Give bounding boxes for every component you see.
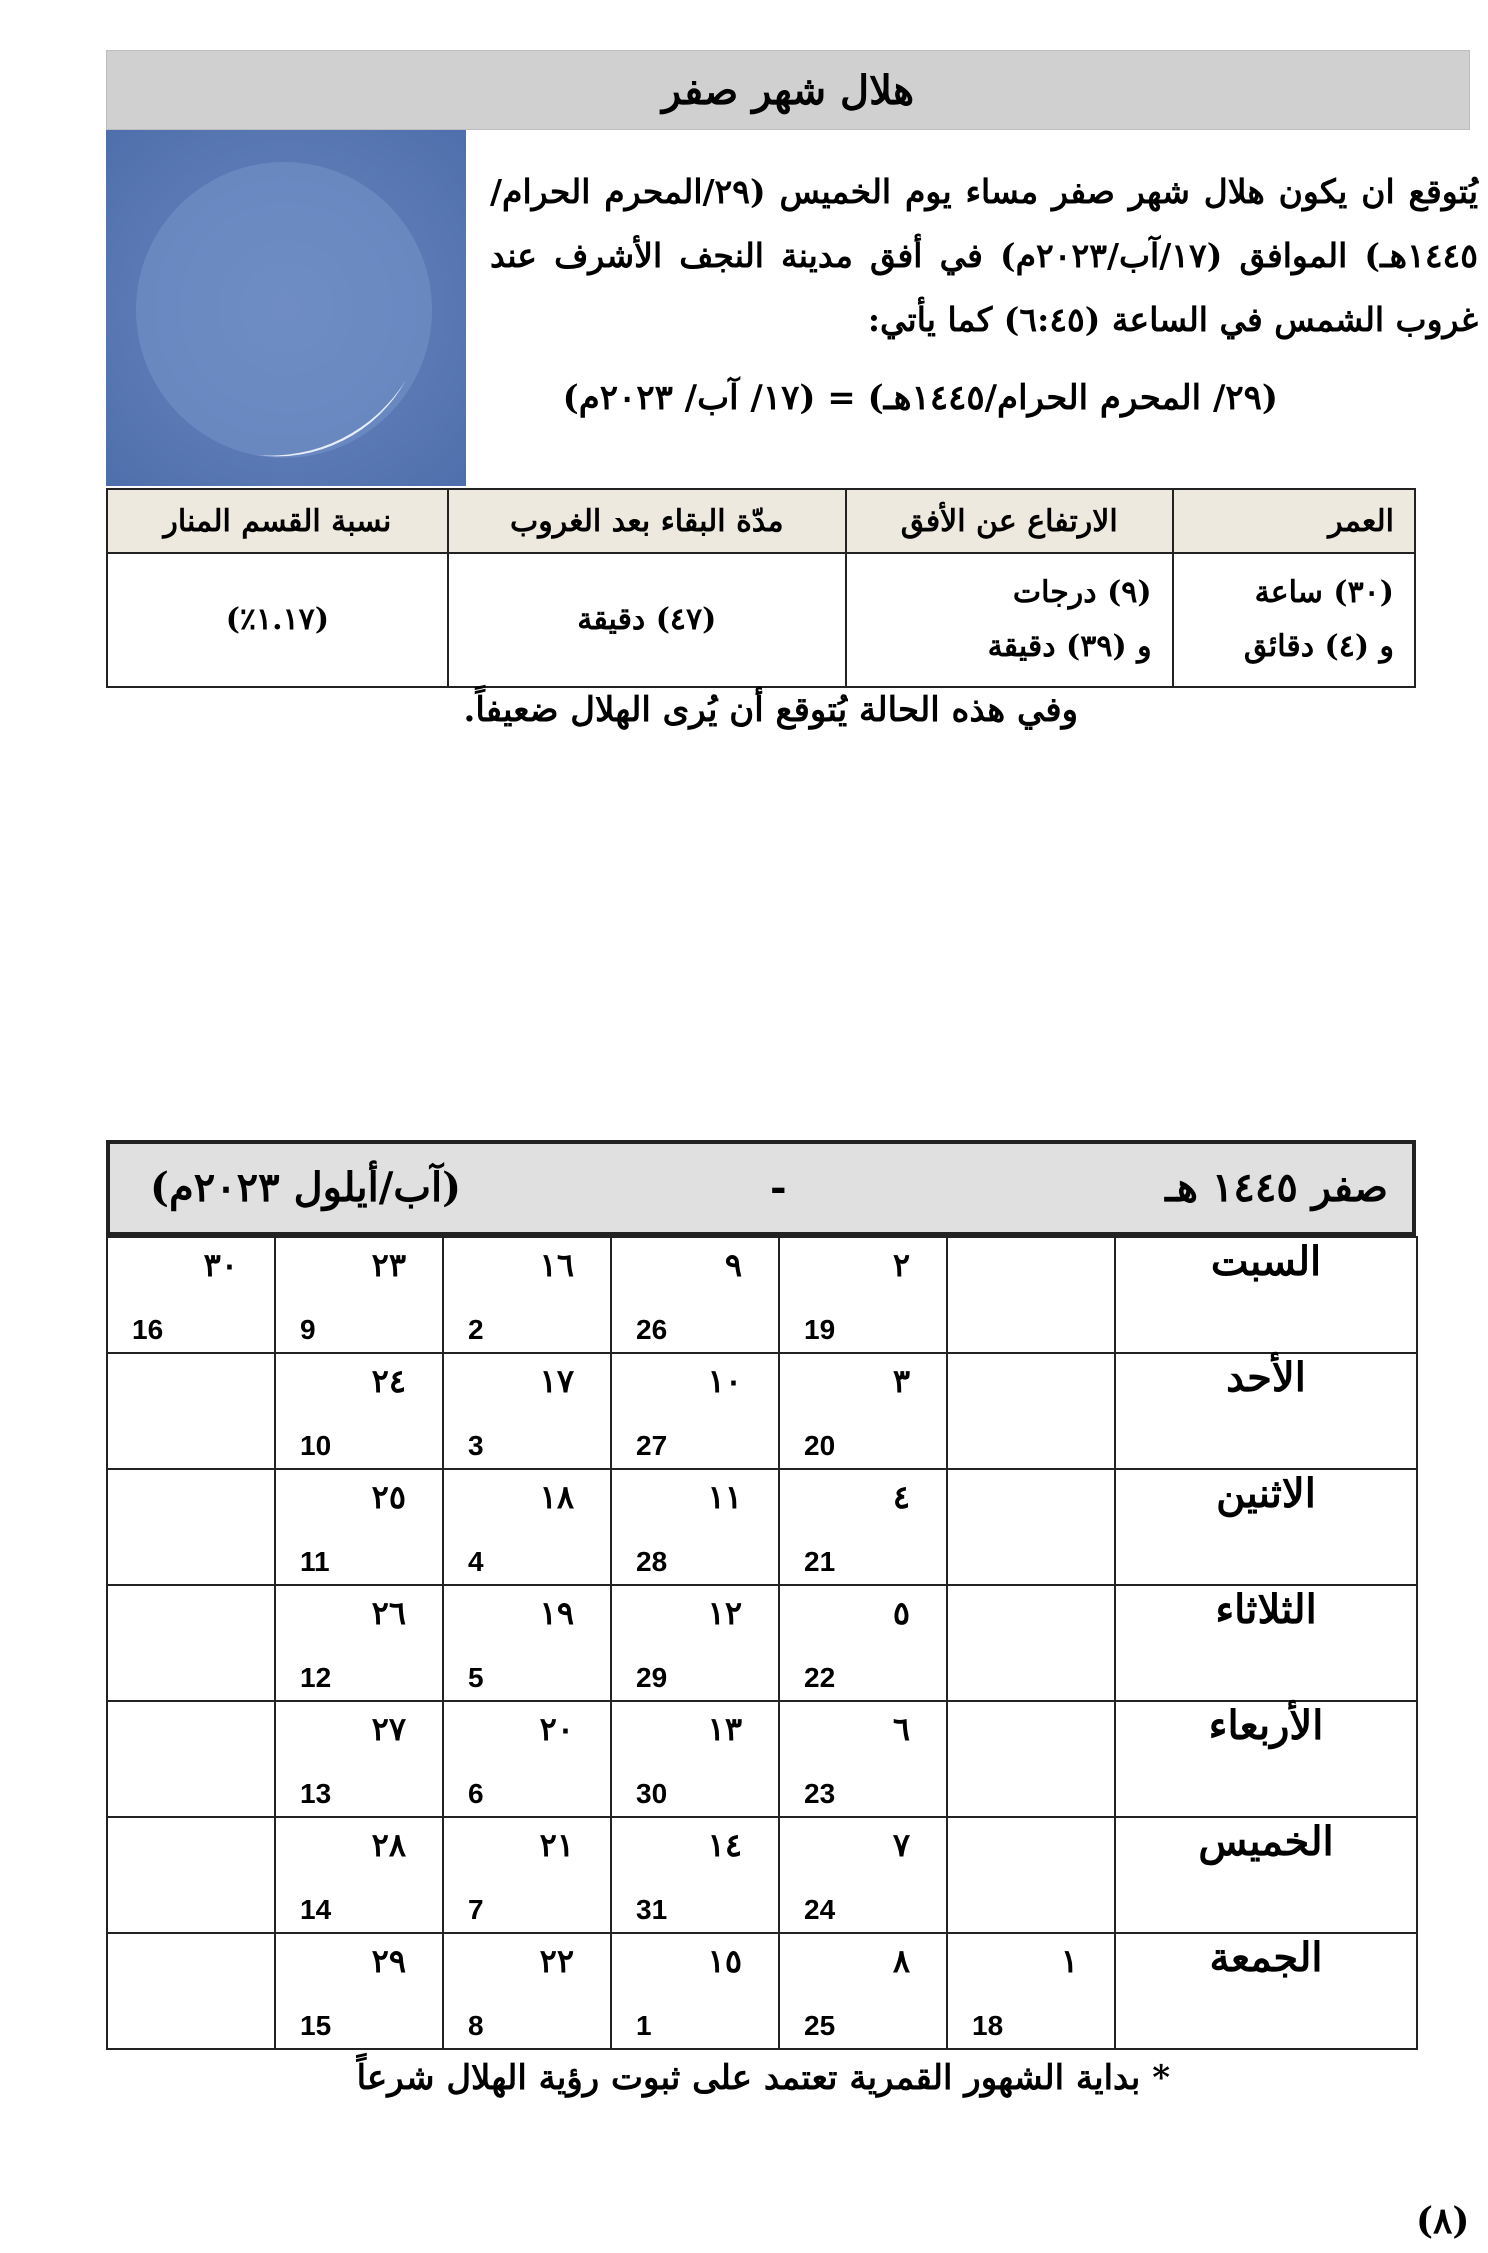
calendar-gregorian-months: (آب/أيلول ٢٠٢٣م) xyxy=(150,1164,462,1211)
calendar-cell xyxy=(779,1469,947,1585)
gregorian-day-number: 3 xyxy=(468,1430,484,1461)
cell-duration: (٤٧) دقيقة xyxy=(448,553,846,687)
calendar-cell xyxy=(779,1817,947,1933)
calendar-row xyxy=(107,1469,1417,1585)
calendar-cell xyxy=(275,1933,443,2049)
gregorian-day-number: 28 xyxy=(636,1546,668,1577)
hijri-day-number: ١٨ xyxy=(539,1478,574,1516)
crescent-moon-image xyxy=(106,130,466,486)
calendar-hijri-month: صفر ١٤٤٥ هـ xyxy=(1165,1164,1388,1211)
weekday-name: الاثنين xyxy=(1115,1469,1417,1585)
age-minutes: و (٤) دقائق xyxy=(1243,629,1394,664)
hijri-day-number: ٤ xyxy=(892,1478,910,1516)
calendar-cell xyxy=(107,1701,275,1817)
calendar-grid xyxy=(106,1236,1418,2050)
calendar-cell xyxy=(947,1701,1115,1817)
hijri-day-number: ٢٩ xyxy=(371,1942,406,1980)
hijri-day-number: ٣ xyxy=(892,1362,910,1400)
calendar-cell xyxy=(275,1353,443,1469)
hijri-day-number: ٢٢ xyxy=(539,1942,574,1980)
visibility-note: وفي هذه الحالة يُتوقع أن يُرى الهلال ضعيفاً. xyxy=(463,690,1078,730)
gregorian-day-number: 14 xyxy=(300,1894,332,1925)
calendar-cell xyxy=(611,1817,779,1933)
gregorian-day-number: 18 xyxy=(972,2010,1004,2041)
altitude-degrees: (٩) درجات xyxy=(1012,575,1152,610)
weekday-name: السبت xyxy=(1115,1237,1417,1353)
calendar-cell xyxy=(779,1353,947,1469)
hijri-day-number: ٢٤ xyxy=(371,1362,406,1400)
gregorian-day-number: 10 xyxy=(300,1430,332,1461)
weekday-name: الأحد xyxy=(1115,1353,1417,1469)
calendar-cell xyxy=(779,1237,947,1353)
hijri-day-number: ١٦ xyxy=(539,1246,574,1284)
hijri-day-number: ١٤ xyxy=(707,1826,742,1864)
gregorian-day-number: 8 xyxy=(468,2010,484,2041)
calendar-cell xyxy=(611,1469,779,1585)
cell-age xyxy=(1173,553,1415,687)
calendar-cell xyxy=(107,1237,275,1353)
gregorian-day-number: 16 xyxy=(132,1314,164,1345)
date-equation: (٢٩/ المحرم الحرام/١٤٤٥هـ) = (١٧/ آب/ ٢٠٢٣م) xyxy=(562,378,1278,418)
calendar-cell xyxy=(107,1817,275,1933)
calendar-cell xyxy=(611,1701,779,1817)
page-title: هلال شهر صفر xyxy=(106,50,1470,130)
calendar-row xyxy=(107,1353,1417,1469)
calendar-cell xyxy=(779,1701,947,1817)
hijri-day-number: ٢ xyxy=(892,1246,910,1284)
calendar-cell xyxy=(107,1469,275,1585)
calendar-cell xyxy=(275,1817,443,1933)
calendar-separator: - xyxy=(770,1164,787,1211)
gregorian-day-number: 1 xyxy=(636,2010,652,2041)
calendar-header xyxy=(106,1140,1416,1236)
hijri-day-number: ٢٣ xyxy=(371,1246,406,1284)
weekday-name: الثلاثاء xyxy=(1115,1585,1417,1701)
calendar-cell xyxy=(275,1469,443,1585)
hijri-day-number: ٧ xyxy=(892,1826,910,1864)
hijri-day-number: ١ xyxy=(1060,1942,1078,1980)
calendar-row xyxy=(107,1585,1417,1701)
calendar-cell xyxy=(443,1701,611,1817)
gregorian-day-number: 24 xyxy=(804,1894,836,1925)
header-altitude: الارتفاع عن الأفق xyxy=(846,489,1173,553)
gregorian-day-number: 6 xyxy=(468,1778,484,1809)
gregorian-day-number: 27 xyxy=(636,1430,668,1461)
calendar-cell xyxy=(443,1469,611,1585)
gregorian-day-number: 30 xyxy=(636,1778,668,1809)
calendar-cell xyxy=(611,1237,779,1353)
cell-altitude xyxy=(846,553,1173,687)
gregorian-day-number: 5 xyxy=(468,1662,484,1693)
calendar-cell xyxy=(443,1585,611,1701)
calendar-cell xyxy=(443,1353,611,1469)
calendar-row xyxy=(107,1701,1417,1817)
age-hours: (٣٠) ساعة xyxy=(1254,575,1394,610)
hijri-day-number: ٢٨ xyxy=(371,1826,406,1864)
hijri-day-number: ٢٠ xyxy=(539,1710,574,1748)
weekday-name: الخميس xyxy=(1115,1817,1417,1933)
hijri-day-number: ١٧ xyxy=(539,1362,574,1400)
hijri-day-number: ١٢ xyxy=(707,1594,742,1632)
calendar-cell xyxy=(107,1585,275,1701)
calendar-cell xyxy=(611,1933,779,2049)
intro-paragraph: يُتوقع ان يكون هلال شهر صفر مساء يوم الخميس (٢٩/المحرم الحرام/ ١٤٤٥هـ) الموافق (١٧/آب/٢٠٢٣م) في أفق مدينة النجف الأشرف عند غروب الشمس في الساعة (٦:٤٥) كما يأتي: xyxy=(490,172,1478,339)
hijri-day-number: ٥ xyxy=(892,1594,910,1632)
header-age: العمر xyxy=(1173,489,1415,553)
gregorian-day-number: 23 xyxy=(804,1778,836,1809)
calendar-cell xyxy=(107,1353,275,1469)
calendar-cell xyxy=(275,1585,443,1701)
footnote: * بداية الشهور القمرية تعتمد على ثبوت رؤية الهلال شرعاً xyxy=(356,2058,1170,2098)
gregorian-day-number: 4 xyxy=(468,1546,484,1577)
hijri-day-number: ٢٦ xyxy=(371,1594,406,1632)
moon-data-table xyxy=(106,488,1416,688)
gregorian-day-number: 19 xyxy=(804,1314,836,1345)
calendar-cell xyxy=(275,1701,443,1817)
gregorian-day-number: 26 xyxy=(636,1314,668,1345)
calendar-row xyxy=(107,1237,1417,1353)
weekday-name: الأربعاء xyxy=(1115,1701,1417,1817)
header-illumination: نسبة القسم المنار xyxy=(107,489,448,553)
calendar-cell xyxy=(947,1353,1115,1469)
hijri-day-number: ٦ xyxy=(892,1710,910,1748)
gregorian-day-number: 11 xyxy=(300,1546,330,1577)
calendar-cell xyxy=(779,1585,947,1701)
calendar-cell xyxy=(443,1237,611,1353)
gregorian-day-number: 15 xyxy=(300,2010,332,2041)
gregorian-day-number: 22 xyxy=(804,1662,836,1693)
hijri-day-number: ١١ xyxy=(707,1478,742,1516)
gregorian-day-number: 9 xyxy=(300,1314,316,1345)
hijri-day-number: ٢٥ xyxy=(371,1478,406,1516)
calendar-cell xyxy=(275,1237,443,1353)
cell-illumination: (١.١٧٪) xyxy=(107,553,448,687)
header-duration: مدّة البقاء بعد الغروب xyxy=(448,489,846,553)
gregorian-day-number: 20 xyxy=(804,1430,836,1461)
moon-table-data-row xyxy=(107,553,1415,687)
hijri-day-number: ٣٠ xyxy=(203,1246,238,1284)
hijri-day-number: ١٥ xyxy=(707,1942,742,1980)
hijri-day-number: ٨ xyxy=(892,1942,910,1980)
weekday-name: الجمعة xyxy=(1115,1933,1417,2049)
hijri-day-number: ١٣ xyxy=(707,1710,742,1748)
gregorian-day-number: 29 xyxy=(636,1662,668,1693)
gregorian-day-number: 31 xyxy=(636,1894,668,1925)
calendar-cell xyxy=(947,1585,1115,1701)
hijri-day-number: ٢٧ xyxy=(371,1710,406,1748)
calendar-row xyxy=(107,1817,1417,1933)
calendar-cell xyxy=(107,1933,275,2049)
calendar-cell xyxy=(947,1469,1115,1585)
gregorian-day-number: 2 xyxy=(468,1314,484,1345)
calendar-cell xyxy=(611,1353,779,1469)
altitude-minutes: و (٣٩) دقيقة xyxy=(987,629,1152,664)
calendar-cell xyxy=(947,1237,1115,1353)
gregorian-day-number: 7 xyxy=(468,1894,484,1925)
moon-table-header-row xyxy=(107,489,1415,553)
gregorian-day-number: 12 xyxy=(300,1662,332,1693)
calendar-cell xyxy=(947,1817,1115,1933)
calendar-cell xyxy=(443,1817,611,1933)
gregorian-day-number: 13 xyxy=(300,1778,332,1809)
calendar-cell xyxy=(443,1933,611,2049)
calendar-cell xyxy=(611,1585,779,1701)
hijri-day-number: ١٠ xyxy=(707,1362,742,1400)
gregorian-day-number: 25 xyxy=(804,2010,836,2041)
calendar-row xyxy=(107,1933,1417,2049)
hijri-day-number: ٩ xyxy=(724,1246,742,1284)
calendar-cell xyxy=(947,1933,1115,2049)
page-number: (٨) xyxy=(1416,2200,1470,2242)
hijri-day-number: ٢١ xyxy=(539,1826,574,1864)
calendar-cell xyxy=(779,1933,947,2049)
hijri-day-number: ١٩ xyxy=(539,1594,574,1632)
gregorian-day-number: 21 xyxy=(804,1546,836,1577)
